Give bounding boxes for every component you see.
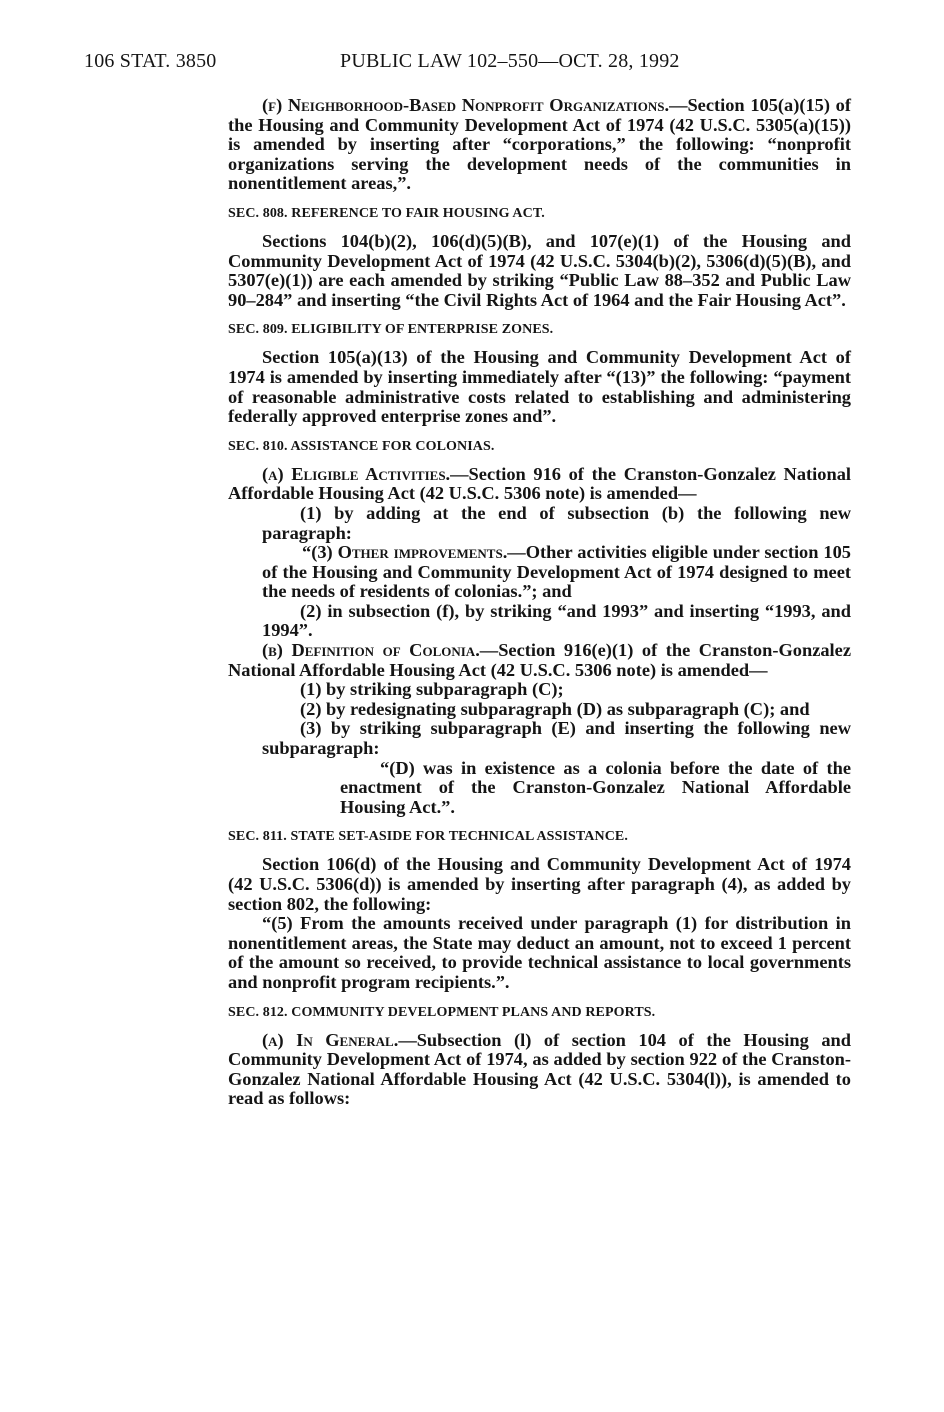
section-810a-heading: (a) Eligible Activities. bbox=[262, 463, 451, 484]
section-812a bbox=[228, 1031, 851, 1109]
section-810b bbox=[228, 641, 851, 680]
section-810-heading: SEC. 810. ASSISTANCE FOR COLONIAS. bbox=[228, 438, 495, 454]
section-812-heading: SEC. 812. COMMUNITY DEVELOPMENT PLANS AND REPORTS. bbox=[228, 1004, 656, 1020]
subsection-807f bbox=[228, 96, 851, 194]
section-811-quoted-paragraph-5: “(5) From the amounts received under paragraph (1) for distribution in nonentitlement areas, the State may deduct an amount, not to exceed 1 percent of the amount so received, to provide technical assistance to local governments and nonprofit program recipients.”. bbox=[228, 913, 851, 992]
section-812a-text: —Subsection (l) of section 104 of the Housing and Community Development Act of 1974, as added by section 922 of the Cranston-Gonzalez National Affordable Housing Act (42 U.S.C. 5304(l)), is amended to read as follows: bbox=[228, 1029, 851, 1109]
section-810b-quoted-subparagraph-d: “(D) was in existence as a colonia before the date of the enactment of the Cranston-Gonzalez National Affordable Housing Act.”. bbox=[340, 757, 851, 817]
section-811-text: Section 106(d) of the Housing and Community Development Act of 1974 (42 U.S.C. 5306(d)) is amended by inserting after paragraph (4), as added by section 802, the following: bbox=[228, 854, 851, 914]
quoted-paragraph-3-text: —Other activities eligible under section 105 of the Housing and Community Development Act of 1974 designed to meet the needs of residents of colonias.”; and bbox=[262, 542, 851, 602]
section-808-text: Sections 104(b)(2), 106(d)(5)(B), and 107(e)(1) of the Housing and Community Development Act of 1974 (42 U.S.C. 5304(b)(2), 5306(d)(5)(B), and 5307(e)(1)) are each amended by striking “Public Law 88–352 and Public Law 90–284” and inserting “the Civil Rights Act of 1964 and the Fair Housing Act”. bbox=[228, 230, 851, 310]
section-810b-paragraph-3: (3) by striking subparagraph (E) and inserting the following new subparagraph: bbox=[262, 718, 851, 759]
section-810b-heading: (b) Definition of Colonia. bbox=[262, 640, 480, 661]
section-810a bbox=[228, 465, 851, 504]
section-810a-quoted-paragraph-3 bbox=[228, 543, 851, 602]
section-810a-text: —Section 916 of the Cranston-Gonzalez National Affordable Housing Act (42 U.S.C. 5306 note) is amended— bbox=[228, 463, 851, 504]
quoted-paragraph-3-heading: “(3) Other improvements. bbox=[302, 542, 508, 563]
section-809-heading: SEC. 809. ELIGIBILITY OF ENTERPRISE ZONES. bbox=[228, 322, 554, 338]
section-810a-paragraph-1: (1) by adding at the end of subsection (b) the following new paragraph: bbox=[262, 502, 851, 543]
document-body bbox=[228, 96, 851, 1109]
section-810b-text: —Section 916(e)(1) of the Cranston-Gonzalez National Affordable Housing Act (42 U.S.C. 5306 note) is amended— bbox=[228, 640, 851, 680]
section-810a-paragraph-2: (2) in subsection (f), by striking “and 1993” and inserting “1993, and 1994”. bbox=[262, 600, 851, 641]
page-header bbox=[84, 50, 784, 80]
section-810b-paragraph-2: (2) by redesignating subparagraph (D) as subparagraph (C); and bbox=[300, 698, 810, 719]
section-811-heading: SEC. 811. STATE SET-ASIDE FOR TECHNICAL ASSISTANCE. bbox=[228, 829, 628, 845]
section-812a-heading: (a) In General. bbox=[262, 1029, 399, 1050]
section-809-text: Section 105(a)(13) of the Housing and Community Development Act of 1974 is amended by inserting immediately after “(13)” the following: “payment of reasonable administrative costs related to establishing and administering federally approved enterprise zones and”. bbox=[228, 347, 851, 427]
subsection-807f-heading: (f) Neighborhood-Based Nonprofit Organizations. bbox=[262, 95, 670, 115]
subsection-807f-text: —Section 105(a)(15) of the Housing and Community Development Act of 1974 (42 U.S.C. 5305(a)(15)) is amended by inserting after “corporations,” the following: “nonprofit organizations serving the development needs of the communities in nonentitlement areas,”. bbox=[228, 95, 851, 194]
section-810b-paragraph-1: (1) by striking subparagraph (C); bbox=[300, 679, 564, 700]
statute-page-reference: 106 STAT. 3850 bbox=[84, 50, 217, 72]
public-law-reference: PUBLIC LAW 102–550—OCT. 28, 1992 bbox=[340, 50, 680, 72]
section-808-heading: SEC. 808. REFERENCE TO FAIR HOUSING ACT. bbox=[228, 205, 545, 221]
